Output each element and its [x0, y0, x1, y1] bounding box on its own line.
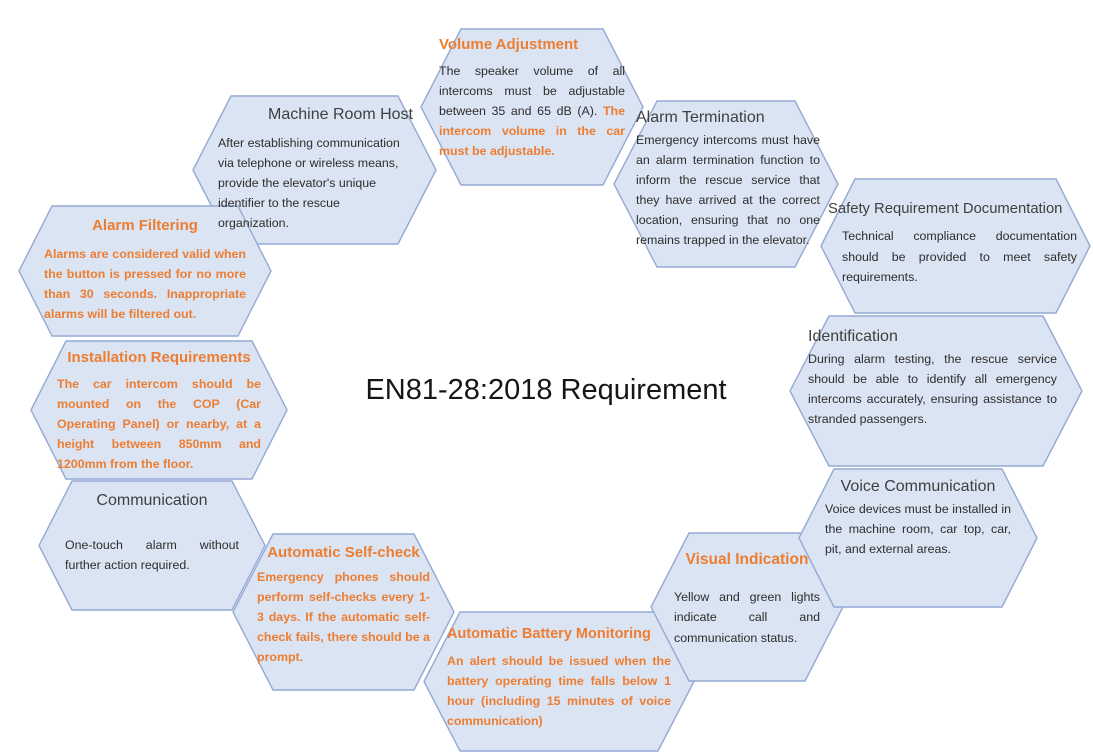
- hex-content: [613, 100, 839, 268]
- hex-content: [18, 205, 272, 337]
- hex-title: Communication: [96, 492, 208, 509]
- hex-node-identification: [789, 315, 1083, 467]
- hex-body: [636, 130, 820, 251]
- hex-title: Safety Requirement Documentation: [828, 201, 1063, 217]
- hex-title: Alarm Filtering: [92, 217, 198, 234]
- hex-body-segment: An alert should be issued when the battery operating time falls below 1 hour (including 15 minutes of voice communication): [447, 654, 671, 729]
- hex-node-installation-requirements: [30, 340, 288, 480]
- hex-body-segment: Yellow and green lights indicate call and communication status.: [674, 590, 820, 645]
- hex-body-segment: One-touch alarm without further action required.: [65, 538, 239, 573]
- hex-body-segment: The intercom volume in the car must be adjustable.: [439, 103, 625, 159]
- hex-title: Alarm Termination: [636, 109, 765, 126]
- hex-node-alarm-filtering: [18, 205, 272, 337]
- hex-title: Automatic Self-check: [267, 544, 420, 561]
- hex-body: [65, 535, 239, 575]
- hex-body-segment: The speaker volume of all intercoms must be adjustable between 35 and 65 dB (A).: [439, 63, 625, 118]
- hex-body: [825, 499, 1011, 559]
- hex-body-segment: Technical compliance documentation should be provided to meet safety requirements.: [842, 229, 1077, 284]
- hex-content: [30, 340, 288, 480]
- diagram-center-title: EN81-28:2018 Requirement: [365, 374, 727, 406]
- hex-body: [44, 244, 246, 324]
- hex-node-volume-adjustment: [420, 28, 644, 186]
- hex-content: [789, 315, 1083, 467]
- hex-body: [808, 349, 1057, 429]
- hex-body-segment: Voice devices must be installed in the machine room, car top, car, pit, and external areas.: [825, 502, 1011, 557]
- hex-title: Installation Requirements: [67, 349, 251, 366]
- hex-content: [798, 468, 1038, 608]
- hex-body-segment: Emergency intercoms must have an alarm termination function to inform the rescue service that they have arrived at the correct location, ensuring that no one remains trapped in the elevator.: [636, 133, 820, 248]
- hex-body: [57, 374, 261, 474]
- hex-title: Automatic Battery Monitoring: [447, 626, 651, 642]
- hex-node-automatic-self-check: [232, 533, 455, 691]
- hex-body-segment: During alarm testing, the rescue service should be able to identify all emergency intercoms accurately, ensuring assistance to stranded passengers.: [808, 352, 1057, 427]
- hex-body-segment: The car intercom should be mounted on the COP (Car Operating Panel) or nearby, at a height between 850mm and 1200mm from the floor.: [57, 376, 261, 472]
- hex-body-segment: After establishing communication via telephone or wireless means, provide the elevator's unique identifier to the rescue organization.: [218, 136, 400, 231]
- hex-content: [820, 178, 1091, 314]
- hex-body: [439, 61, 625, 161]
- hex-node-alarm-termination: [613, 100, 839, 268]
- hex-title: Identification: [808, 328, 898, 345]
- hex-body: [257, 567, 430, 667]
- hex-content: [420, 28, 644, 186]
- hex-title: Visual Indication: [685, 551, 809, 568]
- hex-title: Voice Communication: [840, 478, 996, 495]
- hex-node-safety-requirement-documentation: [820, 178, 1091, 314]
- hex-body: [828, 226, 1077, 286]
- hex-title: Volume Adjustment: [439, 36, 579, 53]
- hex-body-segment: Emergency phones should perform self-checks every 1-3 days. If the automatic self-check fails, there should be a prompt.: [257, 569, 430, 665]
- hex-body-segment: Alarms are considered valid when the button is pressed for no more than 30 seconds. Inappropriate alarms will be filtered out.: [44, 246, 246, 322]
- hex-title: Machine Room Host: [268, 106, 413, 123]
- hex-body: [447, 651, 671, 731]
- hex-content: [232, 533, 455, 691]
- hex-node-voice-communication: [798, 468, 1038, 608]
